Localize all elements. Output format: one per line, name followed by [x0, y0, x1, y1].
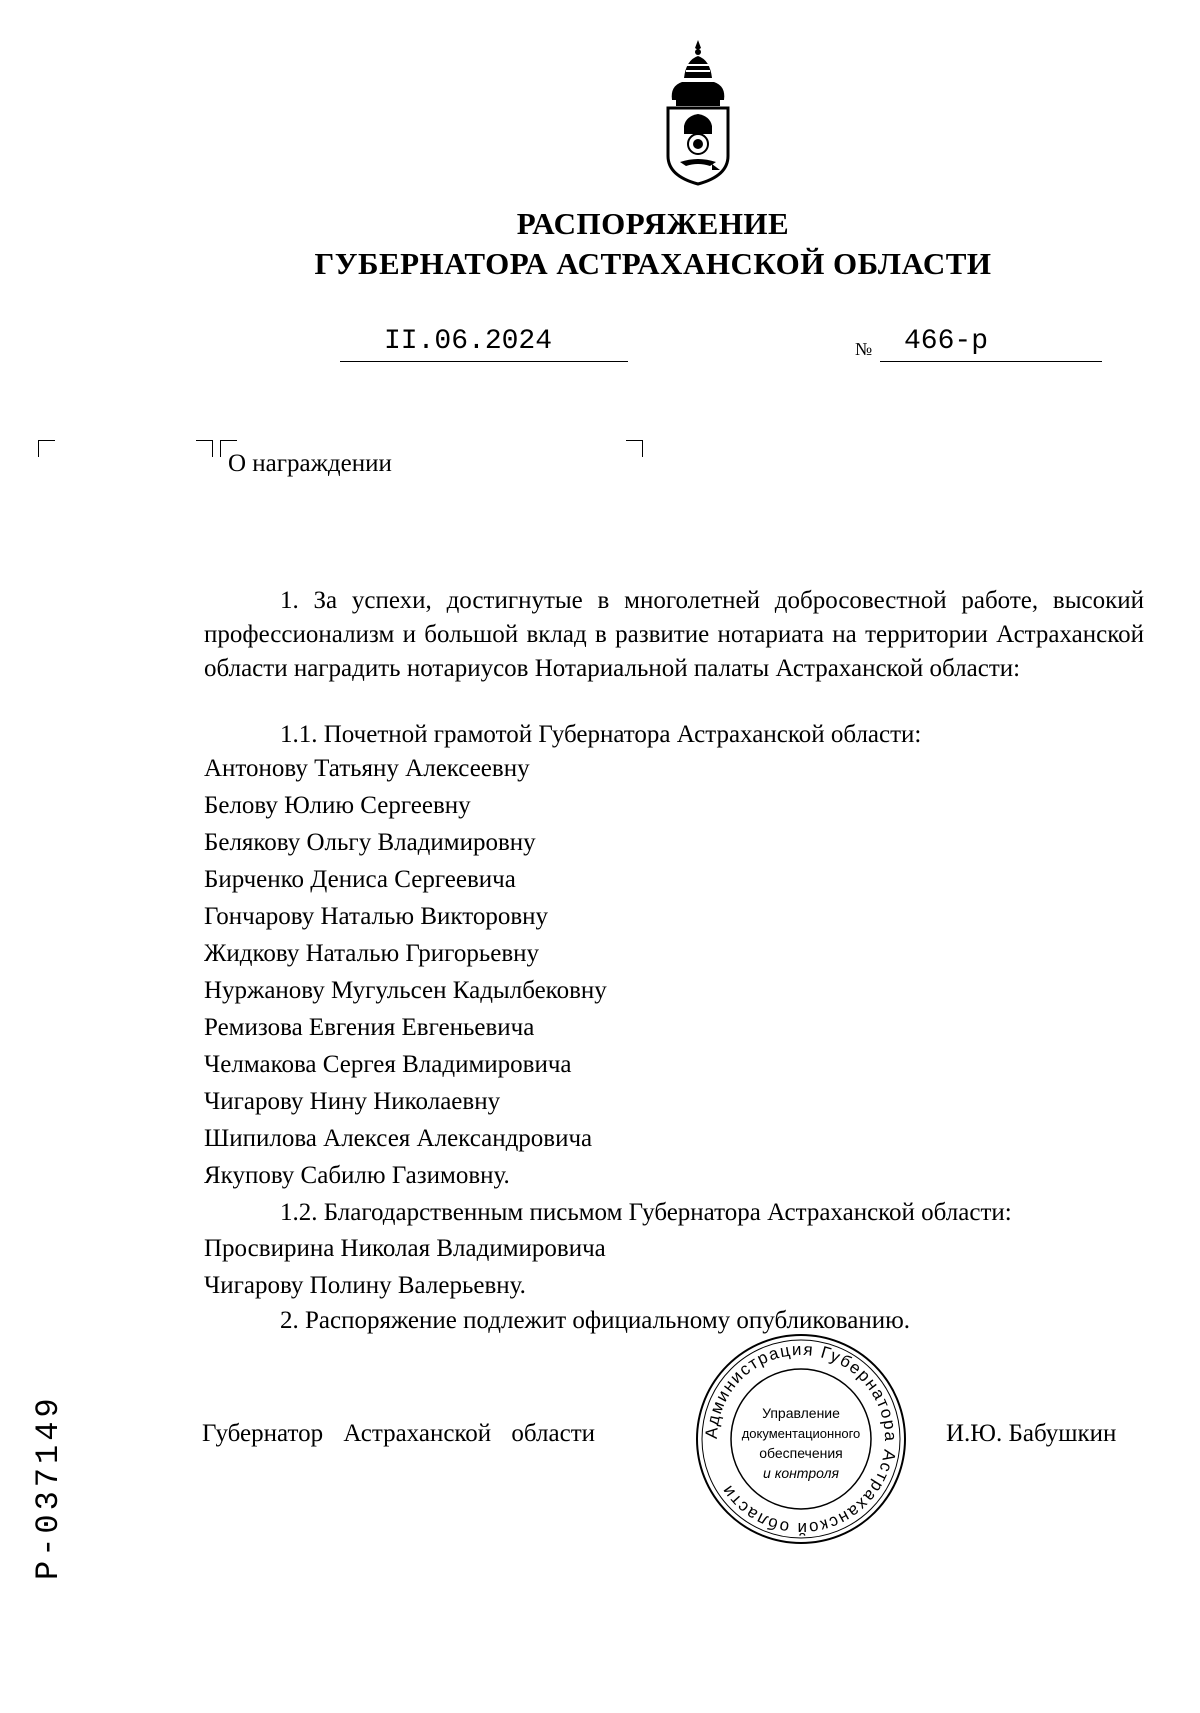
- stamp-center-line: и контроля: [763, 1465, 839, 1481]
- stamp-center-line: Управление: [762, 1405, 840, 1421]
- list-item: Антонову Татьяну Алексеевну: [204, 755, 530, 782]
- list-item: Белякову Ольгу Владимировну: [204, 829, 536, 856]
- document-title-line2: ГУБЕРНАТОРА АСТРАХАНСКОЙ ОБЛАСТИ: [314, 246, 992, 281]
- list-item: Жидкову Наталью Григорьевну: [204, 940, 539, 967]
- number-field: [880, 328, 1102, 362]
- list-item: Нуржанову Мугульсен Кадылбековну: [204, 977, 607, 1004]
- coat-of-arms-emblem: [662, 38, 734, 190]
- document-title-line1: РАСПОРЯЖЕНИЕ: [516, 206, 790, 241]
- stamp-center-line: документационного: [741, 1426, 861, 1441]
- stamp-center-line: обеспечения: [759, 1445, 843, 1461]
- stamp-ring-text: Администрация Губернатора Астраханской области: [701, 1339, 901, 1539]
- paragraph-2: 2. Распоряжение подлежит официальному опубликованию.: [280, 1307, 911, 1334]
- document-number: 466-р: [904, 326, 989, 357]
- date-field: [340, 328, 628, 362]
- corner-mark-top-left: [38, 440, 55, 457]
- list-item: Чигарову Нину Николаевну: [204, 1088, 501, 1115]
- official-stamp: [694, 1332, 908, 1546]
- paragraph-1: 1. За успехи, достигнутые в многолетней добросовестной работе, высокий профессионализм и большой вклад в развитие нотариата на территории Астраханской области наградить нотариусов Нотариальной палаты Астраханской области:: [204, 587, 1144, 682]
- registration-number: Р-037149: [30, 1394, 67, 1580]
- section-1-2-heading: 1.2. Благодарственным письмом Губернатора Астраханской области:: [280, 1199, 1012, 1226]
- signatory-name: И.Ю. Бабушкин: [946, 1420, 1117, 1447]
- number-sign: №: [855, 339, 873, 359]
- document-subject: О награждении: [228, 450, 392, 477]
- list-item: Шипилова Алексея Александровича: [204, 1125, 593, 1152]
- document-date: II.06.2024: [384, 326, 553, 357]
- list-item: Белову Юлию Сергеевну: [204, 792, 471, 819]
- list-item: Якупову Сабилю Газимовну.: [204, 1162, 510, 1189]
- corner-mark-subject-end: [626, 440, 643, 457]
- corner-mark-subject-start-right: [196, 440, 213, 457]
- list-item: Чигарову Полину Валерьевну.: [204, 1272, 526, 1299]
- list-item: Ремизова Евгения Евгеньевича: [204, 1014, 535, 1041]
- signatory-position: Губернатор Астраханской области: [202, 1420, 596, 1447]
- section-1-1-heading: 1.1. Почетной грамотой Губернатора Астраханской области:: [280, 721, 922, 748]
- list-item: Челмакова Сергея Владимировича: [204, 1051, 572, 1078]
- list-item: Бирченко Дениса Сергеевича: [204, 866, 516, 893]
- list-item: Просвирина Николая Владимировича: [204, 1235, 606, 1262]
- list-item: Гончарову Наталью Викторовну: [204, 903, 549, 930]
